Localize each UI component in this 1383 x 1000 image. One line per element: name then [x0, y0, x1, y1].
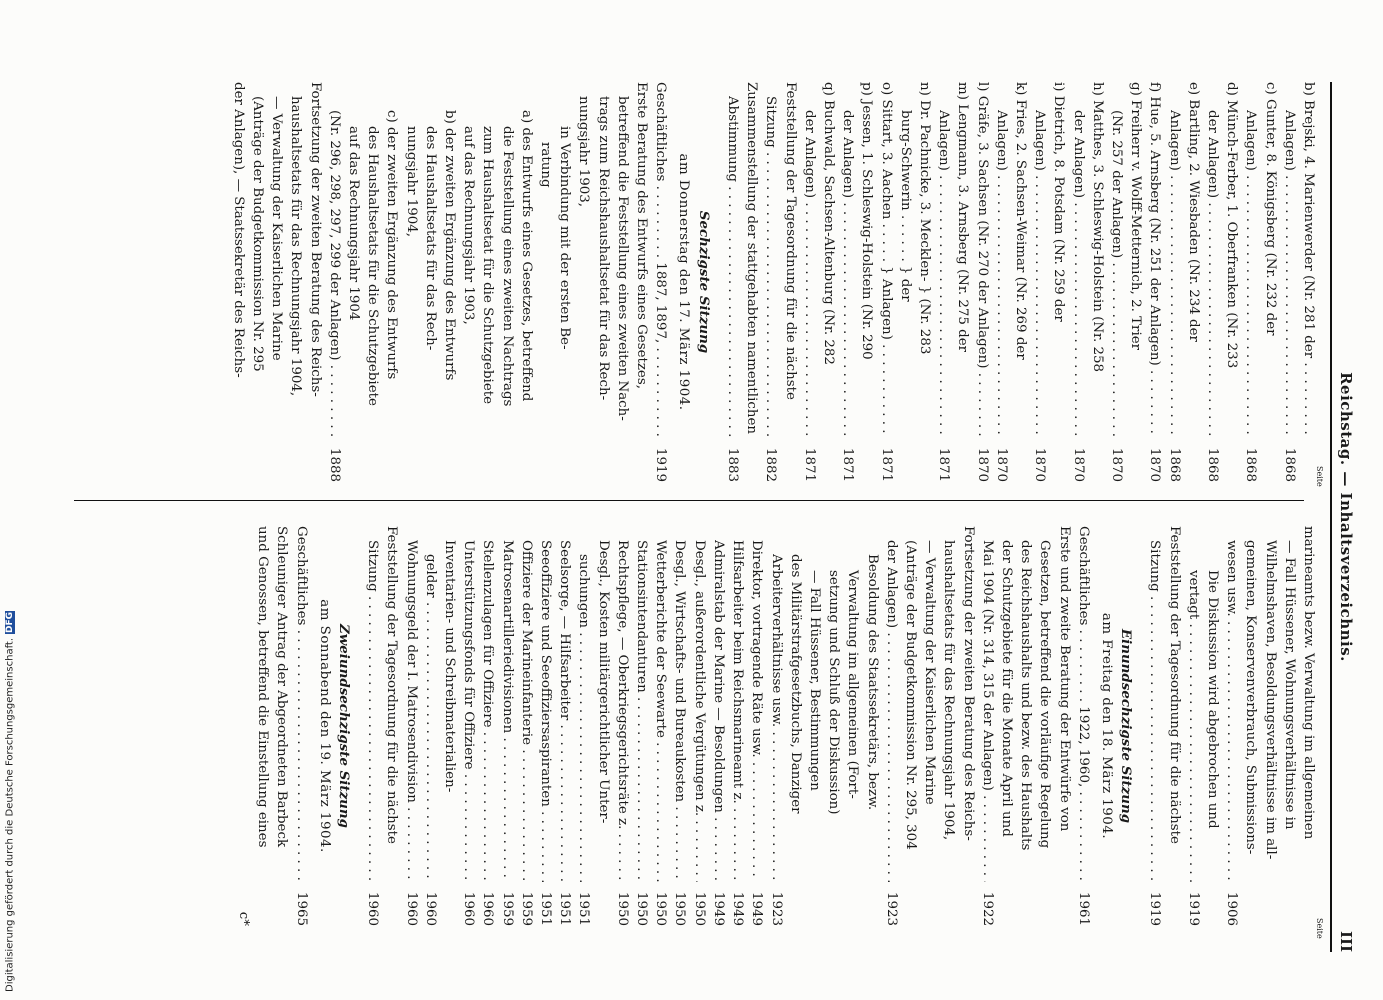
toc-line: ratung [538, 142, 554, 188]
toc-line: auf das Rechnungsjahr 1903, [461, 126, 477, 325]
toc-page-number: 1960 [403, 891, 419, 926]
toc-line: — Fall Hüssener, Wohnungsverhältnisse in [1281, 540, 1297, 830]
toc-line: des Haushaltsetats für das Rech- [422, 126, 438, 351]
toc-line: haushaltsetats für das Rechnungsjahr 1904, [941, 540, 957, 841]
toc-line: burg-Schwerin . . . . . . } der [897, 110, 913, 302]
toc-entry-text: Admiralstab der Marine — Besoldungen . . . [709, 540, 728, 882]
toc-line: e) Bartling, 2. Wiesbaden (Nr. 234 der [1185, 82, 1201, 342]
toc-line: (Anträge der Budgetkommission Nr. 295 [250, 96, 266, 372]
toc-page-number: 1950 [653, 891, 669, 926]
toc-line: nungsjahr 1904, [403, 126, 419, 238]
toc-entry [1145, 526, 1164, 926]
toc-entry [723, 82, 742, 482]
toc-entry [978, 526, 997, 926]
toc-entry-text: Wetterberichte der Seewarte . . . [651, 540, 670, 882]
seite-label-left: Seite [1315, 466, 1324, 487]
toc-page-number: 1960 [480, 891, 496, 926]
toc-entry [651, 526, 670, 926]
toc-entry [972, 82, 991, 482]
toc-line: p) Jessen, 1. Schleswig-Holstein (Nr. 290 [859, 82, 875, 360]
toc-line: Schleuniger Antrag der Abgeordneten Barbeck [274, 526, 290, 848]
toc-page-number: 1870 [1032, 447, 1048, 482]
toc-entry-text: vertagt . . . [1184, 570, 1203, 882]
toc-line: marineamts bezw. Verwaltung im allgemeinen [1301, 526, 1316, 840]
toc-entry [1030, 82, 1049, 482]
toc-line: Gesetzen, betreffend die vorläufige Regelung [1037, 540, 1053, 849]
toc-entry [632, 526, 651, 926]
toc-entry-text: o) Sittart, 3. Aachen . . . . . } Anlagen) . . . [876, 82, 895, 438]
toc-line: Feststellung der Tagesordnung für die nächste [1166, 526, 1182, 844]
toc-entry-text: f) Hue, 5. Arnsberg (Nr. 251 der Anlagen) . . . [1145, 82, 1164, 438]
toc-entry [1280, 82, 1299, 482]
toc-page-number: 1871 [801, 447, 817, 482]
toc-page-number: 1949 [730, 891, 746, 926]
dfg-logo: DFG [5, 611, 15, 633]
toc-line: (Anträge der Budgetkommission Nr. 295, 304 [902, 540, 918, 850]
credit-text: Digitalisierung gefördert durch die Deutsche Forschungsgemeinschaft. [4, 637, 16, 992]
toc-entry-text: Geschäftliches . . . . . . . . . 1887, 1897, . . . [651, 82, 670, 438]
toc-page-number: 1871 [878, 447, 894, 482]
toc-page-number: 1870 [1147, 447, 1163, 482]
toc-line: g) Freiherr v. Wolff-Metternich, 2. Trier [1128, 82, 1144, 351]
toc-line: Fortsetzung der zweiten Beratung des Reichs- [960, 526, 976, 841]
toc-line: gemeinen, Konservenverbrauch, Submissions- [1243, 540, 1259, 855]
toc-page-number: 1870 [1108, 447, 1124, 482]
toc-entry-text: Stationsintendanturen . . . [632, 540, 651, 882]
toc-page-number: 1888 [326, 447, 342, 482]
toc-entry-text: Geschäftliches . . . [291, 526, 310, 882]
digitization-credit [2, 8, 18, 992]
toc-page-number: 1960 [461, 891, 477, 926]
toc-entry-text: Unterstützungsfonds für Offiziere . . . [459, 540, 478, 882]
toc-line: q) Buchwald, Sachsen-Altenburg (Nr. 282 [820, 82, 836, 365]
toc-entry-text: Rechtspflege, — Oberkriegsgerichtsräte z. . . . [613, 540, 632, 882]
toc-entry [555, 526, 574, 926]
toc-entry-text: l) Gräfe, 3. Sachsen (Nr. 270 der Anlagen) . . . [972, 82, 991, 438]
toc-entry [709, 526, 728, 926]
toc-page-number: 1961 [1075, 891, 1091, 926]
toc-page-number: 1950 [672, 891, 688, 926]
toc-page-number: 1883 [724, 447, 740, 482]
toc-line: zum Haushaltsetat für die Schutzgebiete [480, 126, 496, 405]
toc-entry-text: gelder . . . [421, 554, 440, 882]
toc-entry [1145, 82, 1164, 482]
toc-entry [497, 526, 516, 926]
toc-entry [613, 526, 632, 926]
toc-entry [728, 526, 747, 926]
toc-entry-text: Anlagen) . . . [1241, 110, 1260, 438]
header-rule [1330, 82, 1332, 952]
toc-line: Besoldung des Staatssekretärs, bezw. [864, 554, 880, 811]
toc-entry [838, 82, 857, 482]
toc-entry [992, 82, 1011, 482]
toc-line: c) der zweiten Ergänzung des Entwurfs [384, 110, 400, 380]
toc-page-number: 1919 [1147, 891, 1163, 926]
toc-line: — Fall Hüssener, Bestimmungen [806, 570, 822, 791]
toc-line: — Verwaltung der Kaiserlichen Marine [922, 540, 938, 805]
session-date: am Freitag den 18. März 1904. [1098, 612, 1114, 840]
toc-entry [670, 526, 689, 926]
toc-entry-text: Anlagen) . . . [1280, 110, 1299, 438]
toc-page-number: 1949 [749, 891, 765, 926]
toc-entry [651, 82, 670, 482]
toc-entry-text: Desgl., außerordentliche Vergütungen z. . . . [690, 540, 709, 882]
toc-entry [1203, 82, 1222, 482]
toc-entry [478, 526, 497, 926]
toc-entry-text: Abstimmung . . . [723, 96, 742, 438]
toc-entry [1068, 82, 1087, 482]
toc-entry-text: Mai 1904 (Nr. 314, 315 der Anlagen) . . . [978, 540, 997, 882]
toc-line: setzung und Schluß der Diskussion) [826, 570, 842, 815]
toc-entry-text: Seelsorge, — Hilfsarbeiter . . . [555, 540, 574, 882]
toc-line: der Anlagen), — Staatssekretär des Reichs- [230, 82, 246, 378]
toc-entry-text: Anlagen) . . . [992, 110, 1011, 438]
toc-entry [574, 526, 593, 926]
toc-entry-text: Arbeiterverhältnisse usw. . . . [766, 554, 785, 882]
toc-line: Erste Beratung des Entwurfs eines Gesetzes, [634, 82, 650, 389]
toc-line: haushaltsetats für das Rechnungsjahr 1904, [288, 96, 304, 397]
toc-entry-text: b) Brejski, 4. Marienwerder (Nr. 281 der . . . [1299, 82, 1318, 438]
toc-entry-text: Matrosenartilleriedivisionen . . . [497, 540, 516, 882]
toc-page-number: 1882 [763, 447, 779, 482]
toc-line: c* [236, 911, 252, 926]
toc-page-number: 1965 [293, 891, 309, 926]
toc-entry-text: Sitzung . . . [363, 540, 382, 882]
toc-line: Desgl., Kosten militärgerichtlicher Unter- [595, 540, 611, 824]
toc-page-number: 1919 [653, 447, 669, 482]
toc-entry [421, 526, 440, 926]
toc-line: c) Gunter, 8. Königsberg (Nr. 232 der [1262, 82, 1278, 336]
toc-entry-text: der Anlagen) . . . [1203, 110, 1222, 438]
toc-line: trags zum Reichshaushaltsetat für das Rech- [595, 96, 611, 401]
toc-entry-text: (Nr. 296, 298, 297, 299 der Anlagen) . . . [325, 110, 344, 438]
toc-entry-text: der Anlagen) . . . [1068, 110, 1087, 438]
toc-entry [1107, 82, 1126, 482]
toc-entry-text: Desgl., Wirtschafts- und Bureaukosten . . . [670, 540, 689, 882]
toc-page-number: 1951 [557, 891, 573, 926]
running-head: Reichstag. — Inhaltsverzeichnis. [1337, 372, 1355, 662]
toc-entry [1222, 526, 1241, 926]
session-date: am Donnerstag den 17. März 1904. [676, 153, 692, 411]
toc-entry [1074, 526, 1093, 926]
toc-line: Zusammenstellung der stattgehabten namentlichen [744, 82, 760, 435]
toc-entry [517, 526, 536, 926]
toc-entry [747, 526, 766, 926]
session-heading: Zweiundsechzigste Sitzung [336, 623, 353, 829]
session-heading: Einundsechzigste Sitzung [1118, 628, 1135, 824]
toc-page-number: 1919 [1185, 891, 1201, 926]
toc-line: h) Matthes, 3. Schleswig-Holstein (Nr. 258 [1089, 82, 1105, 373]
toc-entry-text: Hilfsarbeiter beim Reichsmarineamt z. . . . [728, 540, 747, 882]
toc-entry-text: Geschäftliches . . . . . . . . . 1922, 1960, . . . [1074, 526, 1093, 882]
toc-entry-text: der Anlagen) . . . [838, 110, 857, 438]
toc-line: der Schutzgebiete für die Monate April und [998, 540, 1014, 837]
toc-entry [1241, 82, 1260, 482]
toc-page-number: 1923 [768, 891, 784, 926]
toc-line: i) Dietrich, 8. Potsdam (Nr. 259 der [1051, 82, 1067, 322]
toc-line: k) Fries, 2. Sachsen-Weimar (Nr. 269 der [1012, 82, 1028, 360]
toc-page-number: 1871 [840, 447, 856, 482]
toc-page-number: 1871 [936, 447, 952, 482]
toc-entry-text: Offiziere der Marineinfanterie . . . [517, 540, 536, 882]
toc-entry-text: (Nr. 257 der Anlagen) . . . [1107, 110, 1126, 438]
toc-line: Feststellung der Tagesordnung für die nächste [384, 526, 400, 844]
toc-page-number: 1950 [691, 891, 707, 926]
toc-entry-text: suchungen . . . [574, 554, 593, 882]
toc-line: Erste und zweite Beratung der Entwürfe von [1056, 526, 1072, 832]
toc-entry [934, 82, 953, 482]
toc-entry [459, 526, 478, 926]
toc-entry-text: Anlagen) . . . [1164, 110, 1183, 438]
toc-page-number: 1950 [614, 891, 630, 926]
page-roman-numeral: III [1337, 930, 1355, 952]
toc-line: Verwaltung im allgemeinen (Fort- [845, 570, 861, 799]
toc-entry-text: Stellenzulagen für Offiziere . . . [478, 540, 497, 882]
toc-page-number: 1949 [710, 891, 726, 926]
toc-line: n) Dr. Pachnicke, 3. Mecklen- } (Nr. 283 [916, 82, 932, 355]
toc-line: in Verbindung mit der ersten Be- [557, 126, 573, 350]
toc-entry-text: Seeoffiziere und Seeoffiziersaspiranten . . . [536, 540, 555, 882]
toc-entry [876, 82, 895, 482]
toc-page-number: 1922 [979, 891, 995, 926]
toc-page-number: 1906 [1224, 891, 1240, 926]
toc-entry [761, 82, 780, 482]
toc-entry [1299, 82, 1318, 482]
toc-entry [1184, 526, 1203, 926]
toc-page-number: 1923 [883, 891, 899, 926]
toc-entry-text: der Anlagen) . . . [800, 110, 819, 438]
toc-entry [325, 82, 344, 482]
column-divider [74, 500, 1304, 501]
toc-page-number: 1960 [422, 891, 438, 926]
toc-entry [363, 526, 382, 926]
toc-line: Die Diskussion wird abgebrochen und [1204, 570, 1220, 829]
toc-entry-text: wesen usw. . . . [1222, 540, 1241, 882]
toc-entry [882, 526, 901, 926]
toc-line: Wilhelmshaven, Besoldungsverhältnisse im all- [1262, 540, 1278, 860]
toc-entry [800, 82, 819, 482]
toc-page-number: 1868 [1204, 447, 1220, 482]
toc-page-number: 1951 [576, 891, 592, 926]
toc-entry-text: Anlagen) . . . [1030, 110, 1049, 438]
toc-line: Fortsetzung der zweiten Beratung des Reichs- [307, 82, 323, 397]
toc-page-number: 1950 [634, 891, 650, 926]
toc-entry-text: Wohnungsgeld der I. Matrosendivision . . . [401, 540, 420, 882]
page-header [1334, 82, 1358, 952]
toc-page-number: 1959 [518, 891, 534, 926]
toc-line: und Genossen, betreffend die Einstellung eines [255, 526, 271, 848]
toc-page-number: 1959 [499, 891, 515, 926]
toc-line: a) des Entwurfs eines Gesetzes, betreffend [518, 110, 534, 402]
seite-label-right: Seite [1315, 918, 1324, 939]
toc-page-number: 1868 [1281, 447, 1297, 482]
rotated-page [82, 52, 1355, 952]
toc-page-number: 1870 [1070, 447, 1086, 482]
toc-line: des Haushaltsetats für die Schutzgebiete [365, 126, 381, 406]
toc-line: d) Münch-Ferber, 1. Oberfranken (Nr. 233 [1224, 82, 1240, 369]
toc-page-number: 1951 [538, 891, 554, 926]
toc-entry-text: Direktor, vortragende Räte usw. . . . [747, 540, 766, 882]
toc-entry [401, 526, 420, 926]
toc-page-number: 1868 [1166, 447, 1182, 482]
toc-entry [536, 526, 555, 926]
toc-page-number: 1868 [1243, 447, 1259, 482]
toc-line: nungsjahr 1903, [576, 96, 592, 208]
toc-line: auf das Rechnungsjahr 1904 [346, 126, 362, 321]
toc-entry-text: der Anlagen) . . . [882, 540, 901, 882]
toc-page-number: 1870 [993, 447, 1009, 482]
toc-entry [766, 526, 785, 926]
session-heading: Sechzigste Sitzung [695, 210, 712, 354]
toc-line: b) der zweiten Ergänzung des Entwurfs [442, 110, 458, 381]
toc-line: Feststellung der Tagesordnung für die nächste [782, 82, 798, 400]
toc-line: Inventarien- und Schreibmaterialien- [442, 540, 458, 793]
toc-page-number: 1870 [974, 447, 990, 482]
toc-line: — Verwaltung der Kaiserlichen Marine [269, 96, 285, 361]
toc-entry-text: Sitzung . . . [761, 96, 780, 438]
toc-line: m) Lengmann, 3. Arnsberg (Nr. 275 der [955, 82, 971, 353]
toc-entry-text: Sitzung . . . [1145, 540, 1164, 882]
toc-line: die Feststellung eines zweiten Nachtrags [499, 126, 515, 407]
toc-entry [291, 526, 310, 926]
toc-line: betreffend die Feststellung eines zweiten Nach- [614, 96, 630, 421]
right-column [234, 526, 1318, 926]
session-date: am Sonnabend den 19. März 1904. [316, 599, 332, 853]
toc-entry-text: Anlagen) . . . [934, 110, 953, 438]
toc-entry [1164, 82, 1183, 482]
toc-entry [690, 526, 709, 926]
left-column [229, 82, 1318, 482]
toc-line: des Militärstrafgesetzbuchs, Danziger [787, 554, 803, 814]
toc-line: des Reichshaushalts und bezw. des Haushalts [1018, 540, 1034, 851]
toc-page-number: 1960 [365, 891, 381, 926]
